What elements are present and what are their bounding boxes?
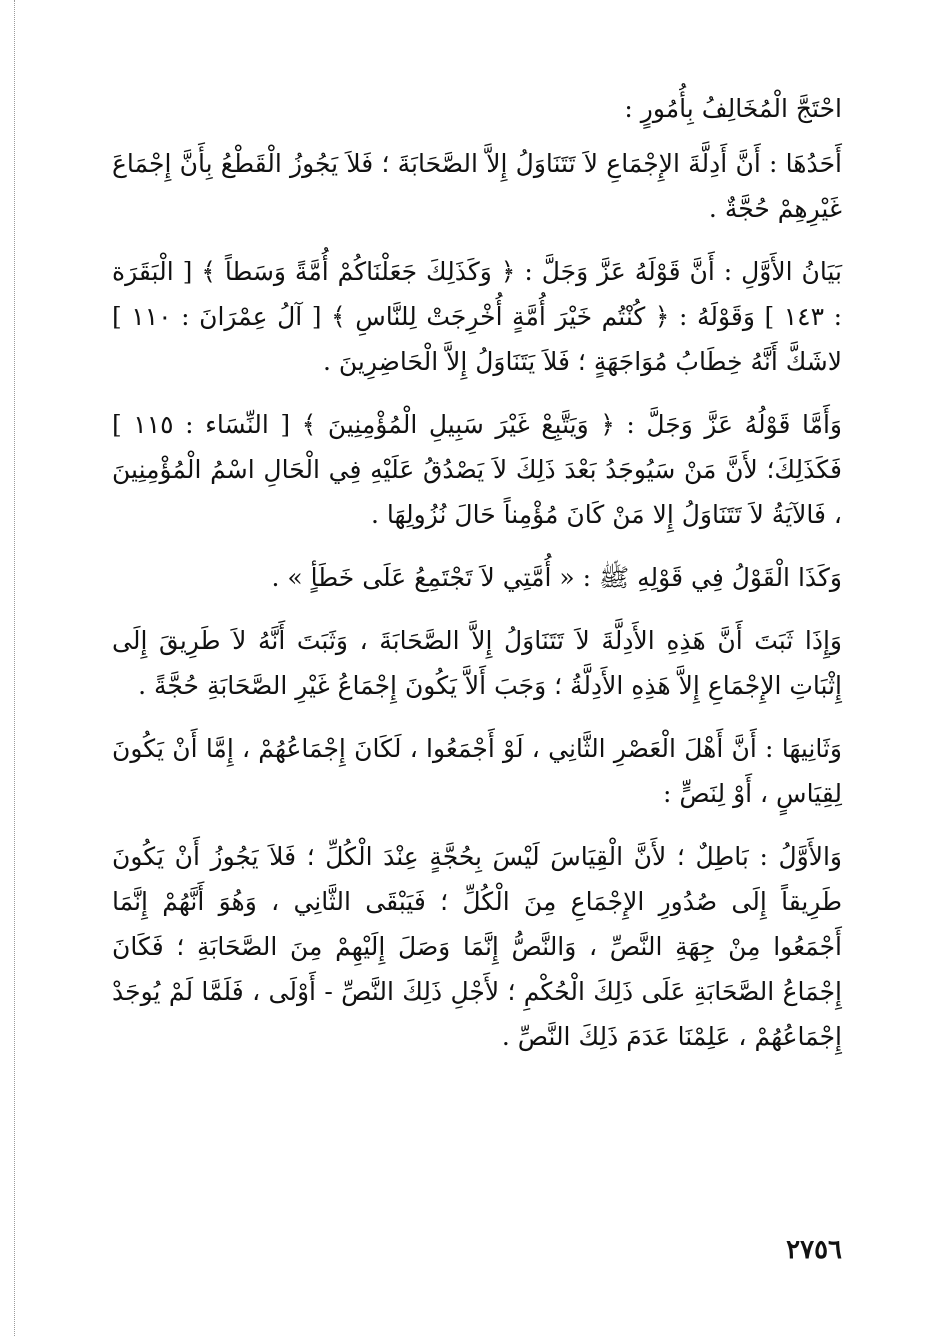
paragraph-conclusion-first: وَإِذَا ثَبَتَ أَنَّ هَذِهِ الأَدِلَّةَ لاَ تَتَنَاوَلُ إِلاَّ الصَّحَابَةَ ، وَثَبَتَ أَنَّهُ لاَ طَرِيقَ إِلَى إِثْبَاتِ الإِجْمَاعِ إِلاَّ هَذِهِ الأَدِلَّةُ ؛ وَجَبَ أَلاَّ يَكُونَ إِجْمَاعُ غَيْرِ الصَّحَابَةِ حُجَّةً . <box>112 626 842 700</box>
paragraph-second-argument: وَثَانِيهَا : أَنَّ أَهْلَ الْعَصْرِ الثَّانِي ، لَوْ أَجْمَعُوا ، لَكَانَ إِجْمَاعُهُمْ ، إِمَّا أَنْ يَكُونَ لِقِيَاسٍ ، أَوْ لِنَصٍّ : <box>112 734 842 808</box>
paragraph-first-argument: أَحَدُهَا : أَنَّ أَدِلَّةَ الإِجْمَاعِ لاَ تَتَنَاوَلُ إِلاَّ الصَّحَابَةَ ؛ فَلاَ يَجُوزُ الْقَطْعُ بِأَنَّ إِجْمَاعَ غَيْرِهِمْ حُجَّةٌ . <box>112 149 842 223</box>
section-heading: احْتَجَّ الْمُخَالِفُ بِأُمُورٍ : <box>624 94 842 123</box>
paragraph-analogy-refutation: وَالأَوَّلُ : بَاطِلٌ ؛ لأَنَّ الْقِيَاسَ لَيْسَ بِحُجَّةٍ عِنْدَ الْكُلِّ ؛ فَلاَ يَجُوزُ أَنْ يَكُونَ طَرِيقاً إِلَى صُدُورِ الإِجْمَاعِ مِنَ الْكُلِّ ؛ فَيَبْقَى الثَّانِي ، وَهُوَ أَنَّهُمْ إِنَّمَا أَجْمَعُوا مِنْ جِهَةِ النَّصِّ ، وَالنَّصُّ إِنَّمَا وَصَلَ إِلَيْهِمْ مِنَ الصَّحَابَةِ ؛ فَكَانَ إِجْمَاعُ الصَّحَابَةِ عَلَى ذَلِكَ الْحُكْمِ ؛ لأَجْلِ ذَلِكَ النَّصِّ - أَوْلَى ، فَلَمَّا لَمْ يُوجَدْ إِجْمَاعُهُمْ ، عَلِمْنَا عَدَمَ ذَلِكَ النَّصِّ . <box>112 842 842 1051</box>
paragraph-believers-path-verse: وَأَمَّا قَوْلُهُ عَزَّ وَجَلَّ : ﴿ وَيَتَّبِعْ غَيْرَ سَبِيلِ الْمُؤْمِنِينَ ﴾ [ النِّسَاء : ١١٥ ] فَكَذَلِكَ؛ لأَنَّ مَنْ سَيُوجَدُ بَعْدَ ذَلِكَ لاَ يَصْدُقُ عَلَيْهِ فِي الْحَالِ اسْمُ الْمُؤْمِنِينَ ، فَالآيَةُ لاَ تَتَنَاوَلُ إِلا مَنْ كَانَ مُؤْمِناً حَالَ نُزُولِهَا . <box>112 410 843 529</box>
page-body <box>112 86 842 1077</box>
binding-dotted-line <box>14 0 15 1336</box>
page-number: ٢٧٥٦ <box>786 1235 842 1265</box>
paragraph-hadith: وَكَذَا الْقَوْلُ فِي قَوْلِهِ ﷺ : « أُمَّتِي لاَ تَجْتَمِعُ عَلَى خَطَأٍ » . <box>271 563 842 592</box>
paragraph-explanation-of-first: بَيَانُ الأَوَّلِ : أَنَّ قَوْلَهُ عَزَّ وَجَلَّ : ﴿ وَكَذَلِكَ جَعَلْنَاكُمْ أُمَّةً وَسَطاً ﴾ [ الْبَقَرَة : ١٤٣ ] وَقَوْلَهُ : ﴿ كُنْتُم خَيْرَ أُمَّةٍ أُخْرِجَتْ لِلنَّاسِ ﴾ [ آلُ عِمْرَانَ : ١١٠ ] لاشَكَّ أَنَّهُ خِطَابُ مُوَاجَهَةٍ ؛ فَلاَ يَتَنَاوَلُ إِلاَّ الْحَاضِرِينَ . <box>112 257 843 376</box>
